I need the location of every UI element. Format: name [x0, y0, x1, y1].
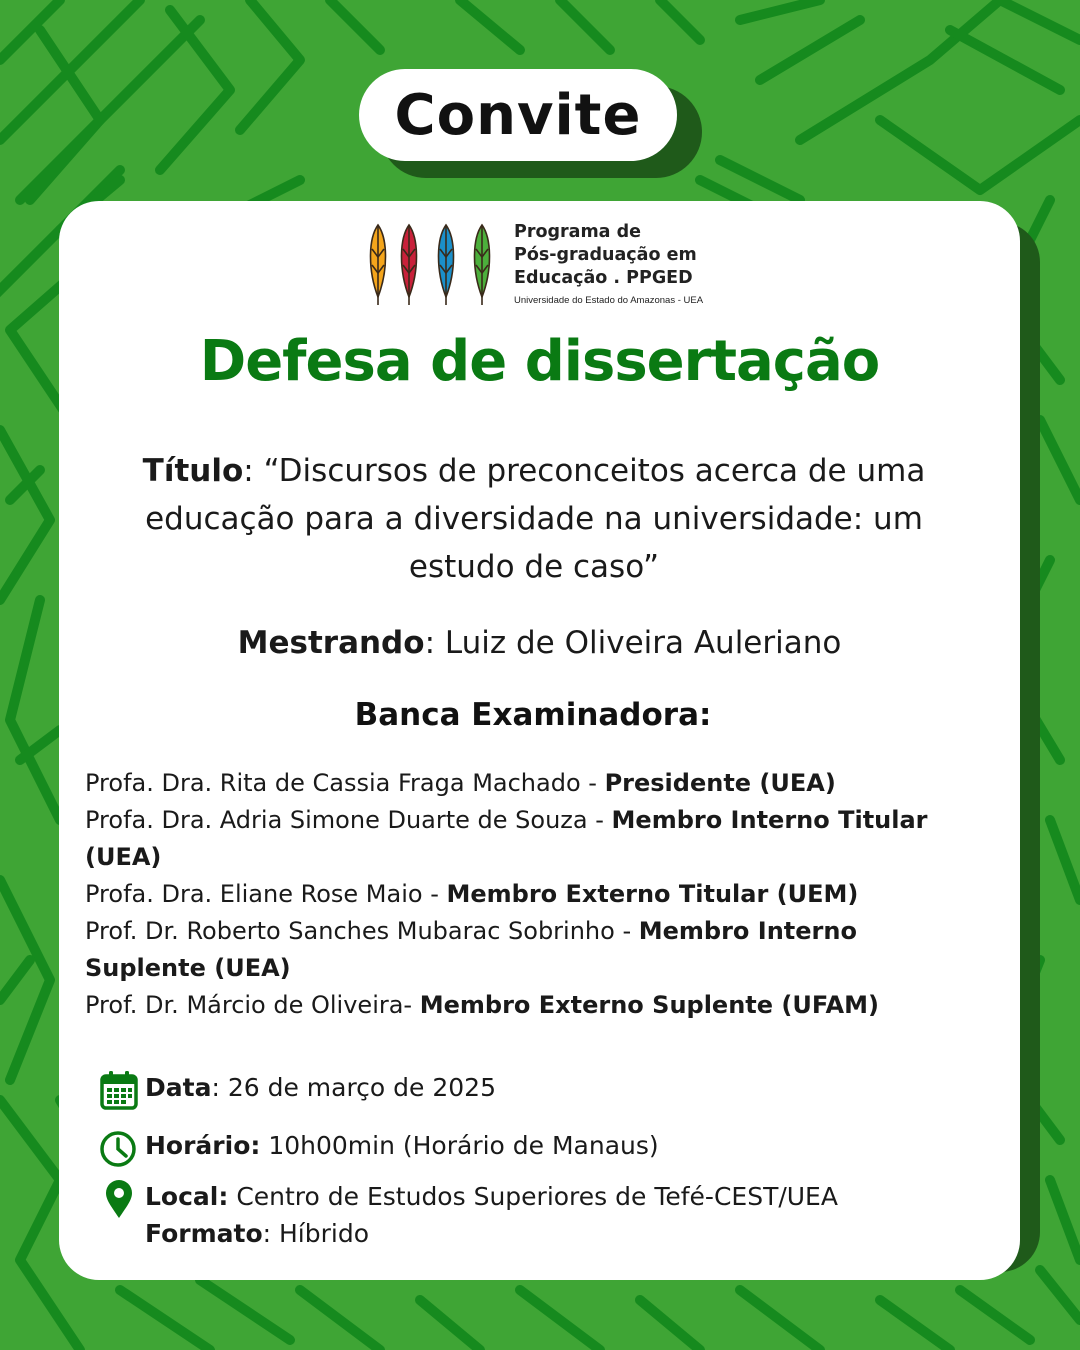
feathers-icon	[366, 219, 496, 307]
format-separator: :	[262, 1219, 279, 1248]
date-text	[145, 1069, 496, 1106]
member-role: Membro Externo Suplente (UFAM)	[419, 991, 879, 1019]
date-label: Data	[145, 1073, 212, 1102]
committee-heading: Banca Examinadora:	[354, 697, 712, 733]
candidate-name: Luiz de Oliveira Auleriano	[444, 625, 842, 661]
location-pin-icon	[99, 1178, 141, 1220]
invite-badge-label: Convite	[394, 82, 642, 148]
committee-member	[85, 876, 985, 913]
thesis-title-label: Título	[142, 453, 244, 489]
calendar-icon	[99, 1069, 141, 1111]
ppged-logo	[366, 219, 726, 307]
member-name: Profa. Dra. Eliane Rose Maio -	[85, 880, 447, 908]
time-text	[145, 1127, 659, 1164]
location-text	[145, 1178, 838, 1252]
thesis-title-separator: :	[243, 453, 264, 489]
location-row	[99, 1178, 838, 1252]
committee-member	[85, 765, 985, 802]
member-role: Membro Externo Titular (UEM)	[446, 880, 859, 908]
location-value: Centro de Estudos Superiores de Tefé-CEST/UEA	[228, 1182, 838, 1211]
logo-line-2: Pós-graduação em	[514, 245, 697, 265]
member-role: Membro Interno Titular (UEA)	[85, 806, 928, 871]
format-value: Híbrido	[279, 1219, 370, 1248]
thesis-title-text: “Discursos de preconceitos acerca de uma educação para a diversidade na universidade: um estudo de caso”	[145, 453, 926, 585]
candidate	[59, 619, 1020, 667]
location-line	[145, 1178, 838, 1215]
member-role: Presidente (UEA)	[604, 769, 836, 797]
member-name: Profa. Dra. Adria Simone Duarte de Souza -	[85, 806, 612, 834]
candidate-label: Mestrando	[237, 625, 425, 661]
location-label: Local:	[145, 1182, 229, 1211]
date-value: 26 de março de 2025	[227, 1073, 496, 1102]
time-value: 10h00min (Horário de Manaus)	[260, 1131, 659, 1160]
logo-line-1: Programa de	[514, 222, 641, 242]
time-row	[99, 1127, 659, 1169]
date-separator: :	[211, 1073, 228, 1102]
invite-badge	[359, 69, 677, 161]
committee-member	[85, 913, 985, 987]
page-title: Defesa de dissertação	[199, 329, 880, 394]
invitation-card	[59, 201, 1020, 1280]
date-row	[99, 1069, 496, 1111]
committee-list	[85, 765, 985, 1024]
member-role: Membro Interno Suplente (UEA)	[85, 917, 857, 982]
committee-member	[85, 802, 985, 876]
thesis-title	[99, 447, 969, 591]
logo-text	[514, 221, 703, 308]
member-name: Prof. Dr. Roberto Sanches Mubarac Sobrinho -	[85, 917, 639, 945]
format-label: Formato	[145, 1219, 263, 1248]
committee-member	[85, 987, 985, 1024]
member-name: Profa. Dra. Rita de Cassia Fraga Machado -	[85, 769, 605, 797]
logo-line-3: Educação . PPGED	[514, 268, 693, 288]
format-line	[145, 1215, 838, 1252]
clock-icon	[99, 1127, 141, 1169]
candidate-separator: :	[424, 625, 445, 661]
member-name: Prof. Dr. Márcio de Oliveira-	[85, 991, 420, 1019]
logo-subtitle: Universidade do Estado do Amazonas - UEA	[514, 295, 704, 306]
time-label: Horário:	[145, 1131, 261, 1160]
